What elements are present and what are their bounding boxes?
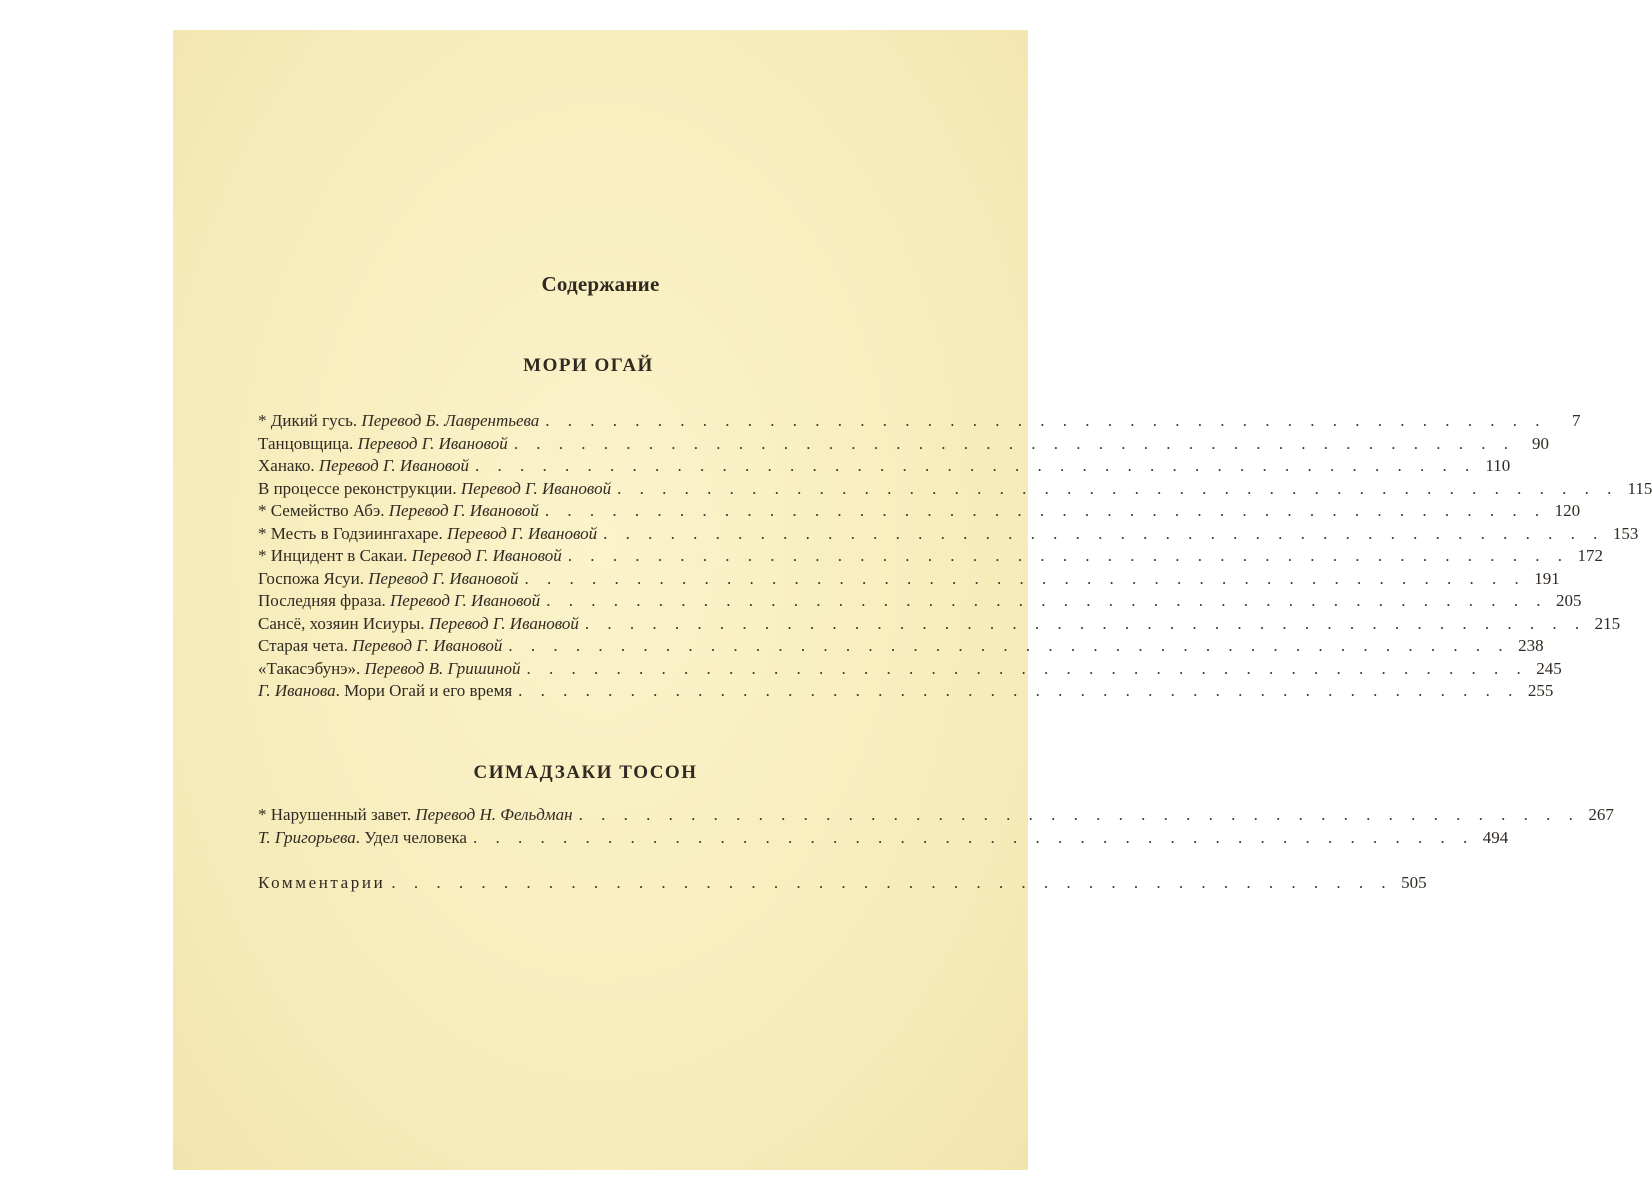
- toc-entry: [258, 613, 1621, 636]
- toc-entry: [258, 635, 1544, 658]
- dot-leader: . . . . . . . . . . . . . . . . . . . . . . . . . . . . . . . . . . . . . . . . . . . . .: [578, 805, 1580, 824]
- dot-leader: . . . . . . . . . . . . . . . . . . . . . . . . . . . . . . . . . . . . . . . . . . . . .: [475, 456, 1477, 475]
- entry-title: Танцовщица. Перевод Г. Ивановой: [258, 433, 508, 453]
- toc-list-commentary: [258, 872, 1427, 895]
- entry-title: «Такасэбунэ». Перевод В. Гришиной: [258, 658, 521, 678]
- toc-entry: [258, 455, 1511, 478]
- page-number: 110: [1485, 456, 1511, 475]
- section-heading-shimazaki-toson: СИМАДЗАКИ ТОСОН: [473, 762, 698, 783]
- entry-title: В процессе реконструкции. Перевод Г. Ивановой: [258, 478, 612, 498]
- dot-leader: . . . . . . . . . . . . . . . . . . . . . . . . . . . . . . . . . . . . . . . . . . . . .: [544, 501, 1547, 520]
- entry-title: Госпожа Ясуи. Перевод Г. Ивановой: [258, 568, 519, 588]
- page-number: 191: [1534, 568, 1560, 588]
- entry-title: * Месть в Годзиингахаре. Перевод Г. Ивановой: [258, 523, 598, 543]
- dot-leader: . . . . . . . . . . . . . . . . . . . . . . . . . . . . . . . . . . . . . . . . . . . . .: [513, 433, 1515, 453]
- entry-title: Т. Григорьева. Удел человека: [258, 827, 467, 847]
- dot-leader: . . . . . . . . . . . . . . . . . . . . . . . . . . . . . . . . . . . . . . . . . . . . .: [526, 658, 1528, 678]
- section-heading-mori-ogai: МОРИ ОГАЙ: [523, 355, 654, 376]
- entry-title: * Семейство Абэ. Перевод Г. Ивановой: [258, 501, 539, 520]
- entry-title: * Инцидент в Сакаи. Перевод Г. Ивановой: [258, 546, 562, 565]
- toc-entry: [258, 680, 1554, 703]
- toc-entry: [258, 827, 1509, 850]
- page-number: 267: [1588, 805, 1614, 824]
- page-number: 238: [1518, 636, 1544, 655]
- toc-title: Содержание: [541, 272, 660, 296]
- entry-title: Последняя фраза. Перевод Г. Ивановой: [258, 591, 541, 610]
- toc-entry: [258, 500, 1581, 523]
- toc-entry: [258, 478, 1652, 501]
- dot-leader: . . . . . . . . . . . . . . . . . . . . . . . . . . . . . . . . . . . . . . . . . . . . .: [391, 873, 1393, 892]
- page-number: 494: [1482, 827, 1509, 847]
- toc-entry: [258, 523, 1639, 546]
- dot-leader: . . . . . . . . . . . . . . . . . . . . . . . . . . . . . . . . . . . . . . . . . . . . .: [567, 546, 1570, 565]
- entry-title: Старая чета. Перевод Г. Ивановой: [258, 636, 503, 655]
- dot-leader: . . . . . . . . . . . . . . . . . . . . . . . . . . . . . . . . . . . . . . . . . . . . .: [546, 591, 1548, 610]
- toc-entry: [258, 590, 1582, 613]
- page-number: 90: [1531, 433, 1549, 453]
- entry-title: * Нарушенный завет. Перевод Н. Фельдман: [258, 805, 573, 824]
- entry-title: Ханако. Перевод Г. Ивановой: [258, 456, 470, 475]
- dot-leader: . . . . . . . . . . . . . . . . . . . . . . . . . . . . . . . . . . . . . . . . . . . . .: [524, 568, 1526, 588]
- page-number: 7: [1572, 411, 1581, 430]
- dot-leader: . . . . . . . . . . . . . . . . . . . . . . . . . . . . . . . . . . . . . . . . . . . . .: [603, 523, 1605, 543]
- page-number: 153: [1612, 523, 1639, 543]
- toc-list-mori-ogai: [258, 410, 1652, 703]
- dot-leader: . . . . . . . . . . . . . . . . . . . . . . . . . . . . . . . . . . . . . . . . . . . . .: [508, 636, 1510, 655]
- entry-title: Г. Иванова. Мори Огай и его время: [258, 681, 513, 700]
- page-number: 115: [1627, 478, 1652, 498]
- toc-entry: [258, 658, 1562, 681]
- dot-leader: . . . . . . . . . . . . . . . . . . . . . . . . . . . . . . . . . . . . . . . . . . . . .: [584, 613, 1587, 633]
- dot-leader: . . . . . . . . . . . . . . . . . . . . . . . . . . . . . . . . . . . . . . . . . . . . .: [617, 478, 1619, 498]
- dot-leader: . . . . . . . . . . . . . . . . . . . . . . . . . . . . . . . . . . . . . . . . . . . . .: [545, 411, 1547, 430]
- toc-list-shimazaki-toson: [258, 804, 1614, 849]
- toc-entry: [258, 433, 1549, 456]
- page-number: 172: [1577, 546, 1604, 565]
- page-number: 120: [1554, 501, 1581, 520]
- entry-title: * Дикий гусь. Перевод Б. Лаврентьева: [258, 411, 540, 430]
- page-number: 505: [1401, 873, 1427, 892]
- toc-entry: [258, 410, 1581, 433]
- page-number: 255: [1527, 681, 1554, 700]
- entry-title: Комментарии: [258, 873, 386, 892]
- book-page: [173, 30, 1652, 1170]
- page-number: 205: [1555, 591, 1582, 610]
- entry-title: Сансё, хозяин Исиуры. Перевод Г. Ивановой: [258, 613, 579, 633]
- toc-entry: [258, 804, 1614, 827]
- toc-entry: [258, 568, 1560, 591]
- page-number: 245: [1536, 658, 1562, 678]
- dot-leader: . . . . . . . . . . . . . . . . . . . . . . . . . . . . . . . . . . . . . . . . . . . . .: [518, 681, 1520, 700]
- toc-entry: [258, 545, 1604, 568]
- page-number: 215: [1594, 613, 1621, 633]
- toc-entry-commentary: [258, 872, 1427, 895]
- dot-leader: . . . . . . . . . . . . . . . . . . . . . . . . . . . . . . . . . . . . . . . . . . . . .: [472, 827, 1475, 847]
